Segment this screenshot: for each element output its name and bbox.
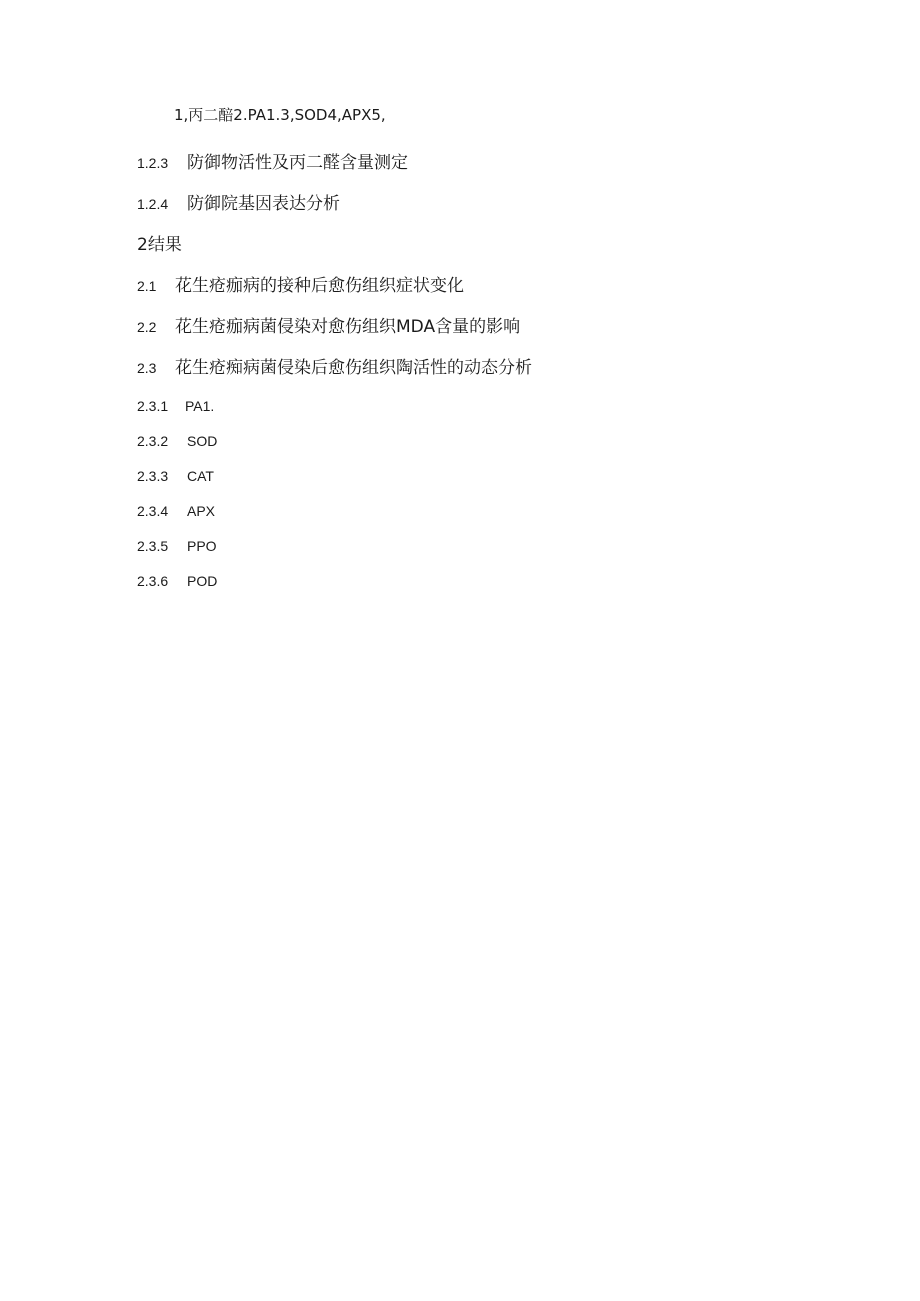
section-title: PPO	[187, 538, 217, 554]
section-number: 2.3.6	[137, 573, 169, 589]
section-heading-2-1	[137, 278, 464, 295]
section-title: 防御物活性及丙二醛含量测定	[187, 153, 408, 173]
section-number: 2.1	[137, 278, 157, 294]
section-number: 2.3.5	[137, 538, 169, 554]
subsection-2-3-1	[137, 399, 214, 414]
section-title: 花生疮痴病菌侵染后愈伤组织陶活性的动态分析	[175, 358, 532, 378]
section-title: 防御院基因表达分析	[187, 194, 340, 214]
section-number: 2.3.2	[137, 433, 169, 449]
section-title: 花生疮痂病的接种后愈伤组织症状变化	[175, 276, 464, 296]
section-heading-2	[137, 237, 182, 254]
section-heading-1-2-3	[137, 155, 408, 172]
section-title: 花生疮痂病菌侵染对愈伤组织MDA含量的影响	[175, 317, 521, 337]
section-title: CAT	[187, 468, 214, 484]
section-number: 2.3.1	[137, 398, 169, 414]
abbreviation-text: 1,丙二醅2.PA1.3,SOD4,APX5,	[174, 106, 386, 124]
section-number: 2.3	[137, 360, 157, 376]
abbreviation-line	[174, 108, 386, 123]
section-title: SOD	[187, 433, 218, 449]
section-number: 2.2	[137, 319, 157, 335]
section-number: 2.3.3	[137, 468, 169, 484]
section-title: APX	[187, 503, 216, 519]
section-number: 1.2.4	[137, 196, 169, 212]
section-number: 1.2.3	[137, 155, 169, 171]
section-number: 2.3.4	[137, 503, 169, 519]
section-title: PA1.	[185, 398, 215, 414]
section-title: 2结果	[137, 235, 182, 255]
subsection-2-3-5	[137, 539, 217, 554]
section-heading-2-2	[137, 319, 520, 336]
section-heading-1-2-4	[137, 196, 340, 213]
subsection-2-3-4	[137, 504, 215, 519]
subsection-2-3-2	[137, 434, 217, 449]
subsection-2-3-3	[137, 469, 214, 484]
section-heading-2-3	[137, 360, 532, 377]
section-title: POD	[187, 573, 218, 589]
subsection-2-3-6	[137, 574, 217, 589]
